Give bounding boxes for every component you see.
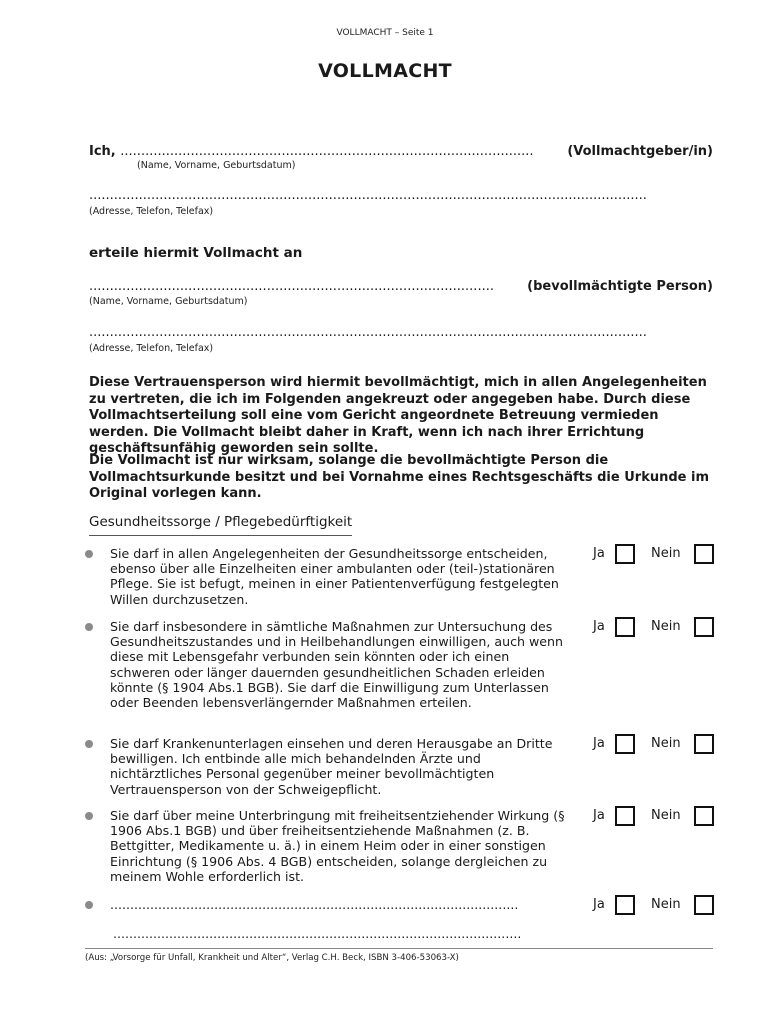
validity-paragraph: Die Vollmacht ist nur wirksam, solange die bevollmächtigte Person die Vollmachtsurkunde besitzt und bei Vornahme eines Rechtsgeschäfts die Urkunde im Original vorlegen kann. <box>89 453 709 501</box>
custom-item-continuation-field[interactable]: ...................................................................................................... <box>113 926 522 941</box>
agent-address-field[interactable]: ....................................................................................................................................... <box>89 325 647 340</box>
no-label: Nein <box>651 546 681 561</box>
no-label: Nein <box>651 897 681 912</box>
no-label: Nein <box>651 736 681 751</box>
authorization-paragraph: Diese Vertrauensperson wird hiermit bevollmächtigt, mich in allen Angelegenheiten zu vertreten, die ich im Folgenden angekreuzt oder angegeben habe. Durch diese Vollmachtserteilung soll eine vom Gericht angeordnete Betreuung vermieden werden. Die Vollmacht bleibt daher in Kraft, wenn ich nach ihrer Errichtung geschäftsunfähig geworden sein sollte. <box>89 375 707 456</box>
no-label: Nein <box>651 619 681 634</box>
item-text: Sie darf über meine Unterbringung mit freiheitsentziehender Wirkung (§ 1906 Abs.1 BGB) und über freiheitsentziehende Maßnahmen (z. B. Bettgitter, Medikamente u. ä.) in einem Heim oder in einer sonstigen Einrichtung (§ 1906 Abs. 4 BGB) entscheiden, solange dergleichen zu meinem Wohle erforderlich ist. <box>110 808 565 884</box>
item-text: Sie darf in allen Angelegenheiten der Gesundheitssorge entscheiden, ebenso über alle Einzelheiten einer ambulanten oder (teil-)stationären Pflege. Sie ist befugt, meinen in einer Patientenverfügung festgelegten Willen durchzusetzen. <box>110 546 559 607</box>
yes-checkbox[interactable] <box>615 895 635 915</box>
no-checkbox[interactable] <box>694 544 714 564</box>
no-checkbox[interactable] <box>694 806 714 826</box>
no-checkbox[interactable] <box>694 895 714 915</box>
item-text: Sie darf Krankenunterlagen einsehen und deren Herausgabe an Dritte bewilligen. Ich entbinde alle mich behandelnden Ärzte und nichtärztliches Personal gegenüber meiner bevollmächtigten Vertrauensperson von der Schweigepflicht. <box>110 736 553 797</box>
no-checkbox[interactable] <box>694 734 714 754</box>
section-title: Gesundheitssorge / Pflegebedürftigkeit <box>89 514 353 530</box>
yes-label: Ja <box>593 736 605 751</box>
agent-name-caption: (Name, Vorname, Geburtsdatum) <box>89 296 248 307</box>
no-checkbox[interactable] <box>694 617 714 637</box>
grantor-name-field[interactable]: .................................................................................................... <box>120 144 534 159</box>
bullet-icon <box>85 740 93 748</box>
no-label: Nein <box>651 808 681 823</box>
yes-label: Ja <box>593 619 605 634</box>
grantor-suffix: (Vollmachtgeber/in) <box>563 144 713 159</box>
yes-label: Ja <box>593 546 605 561</box>
yes-checkbox[interactable] <box>615 806 635 826</box>
bullet-icon <box>85 812 93 820</box>
agent-address-caption: (Adresse, Telefon, Telefax) <box>89 343 214 354</box>
footer-divider <box>85 948 713 949</box>
grantor-name-caption: (Name, Vorname, Geburtsdatum) <box>137 160 296 171</box>
grantor-address-field[interactable]: ....................................................................................................................................... <box>89 188 647 203</box>
bullet-icon <box>85 550 93 558</box>
yes-checkbox[interactable] <box>615 544 635 564</box>
bullet-icon <box>85 901 93 909</box>
bullet-icon <box>85 623 93 631</box>
yes-label: Ja <box>593 808 605 823</box>
document-title: VOLLMACHT <box>318 60 452 82</box>
grantor-address-caption: (Adresse, Telefon, Telefax) <box>89 206 214 217</box>
grantor-prefix: Ich, <box>89 144 116 159</box>
agent-name-field[interactable]: .................................................................................................. <box>89 279 494 294</box>
section-underline <box>89 535 352 536</box>
grant-statement: erteile hiermit Vollmacht an <box>89 245 303 261</box>
yes-label: Ja <box>593 897 605 912</box>
footer-source: (Aus: „Vorsorge für Unfall, Krankheit und Alter“, Verlag C.H. Beck, ISBN 3-406-53063-X) <box>85 953 459 963</box>
item-text: Sie darf insbesondere in sämtliche Maßnahmen zur Untersuchung des Gesundheitszustandes und in Heilbehandlungen einwilligen, auch wenn diese mit Lebensgefahr verbunden sein könnten oder ich einen schweren oder länger dauernden gesundheitlichen Schaden erleiden könnte (§ 1904 Abs.1 BGB). Sie darf die Einwilligung zum Unterlassen oder Beenden lebensverlängernder Maßnahmen erteilen. <box>110 619 563 711</box>
agent-suffix: (bevollmächtigte Person) <box>523 279 713 294</box>
page-header: VOLLMACHT – Seite 1 <box>336 28 434 38</box>
custom-item-field[interactable]: ...................................................................................................... <box>110 897 519 912</box>
yes-checkbox[interactable] <box>615 617 635 637</box>
yes-checkbox[interactable] <box>615 734 635 754</box>
